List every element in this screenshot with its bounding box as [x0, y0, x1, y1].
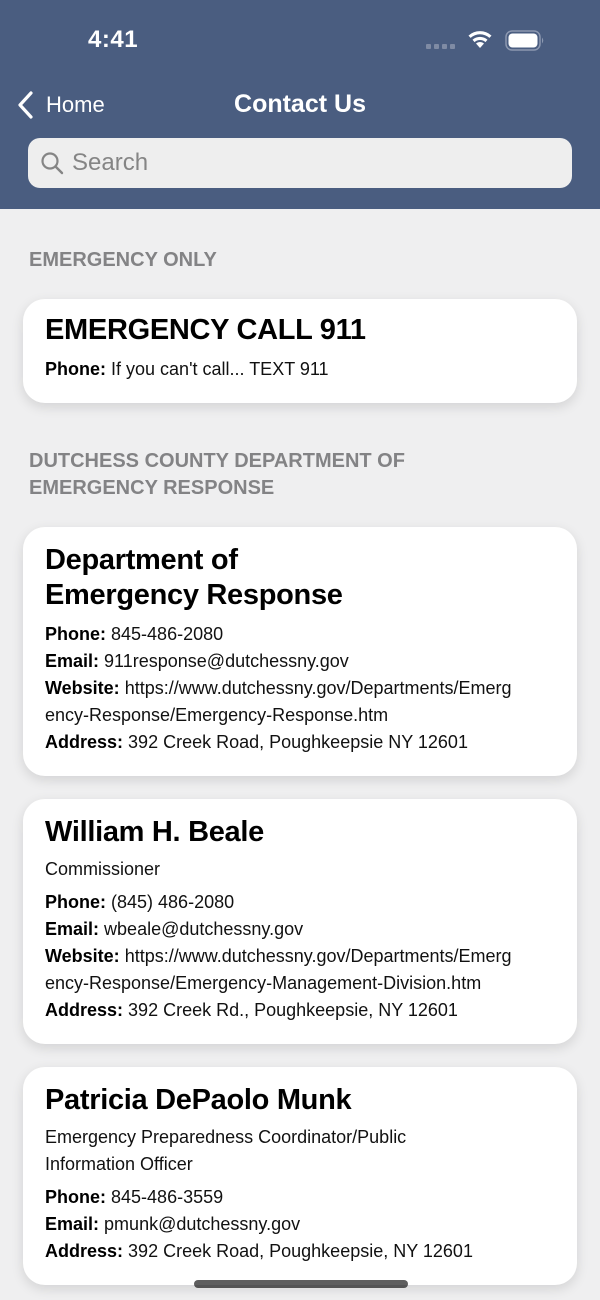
field-label: Email: — [45, 1214, 100, 1234]
phone-field[interactable] — [45, 1184, 555, 1211]
card-title: Department of Emergency Response — [45, 544, 343, 611]
field-value: 392 Creek Road, Poughkeepsie NY 12601 — [128, 732, 468, 752]
contact-list — [0, 247, 600, 1285]
contact-card-department[interactable] — [23, 527, 577, 776]
contact-card-patricia-munk[interactable] — [23, 1067, 577, 1285]
page-title: Contact Us — [234, 90, 366, 118]
card-title: Patricia DePaolo Munk — [45, 1084, 352, 1116]
search-icon — [40, 151, 64, 175]
section-header-dutchess-county: DUTCHESS COUNTY DEPARTMENT OF EMERGENCY RESPONSE — [29, 450, 405, 499]
field-value: wbeale@dutchessny.gov — [104, 919, 304, 939]
field-label: Phone: — [45, 892, 106, 912]
address-field[interactable] — [45, 1238, 555, 1265]
website-link[interactable] — [45, 943, 515, 997]
field-label: Address: — [45, 1000, 124, 1020]
address-field[interactable] — [45, 729, 555, 756]
field-label: Address: — [45, 1241, 124, 1261]
navigation-bar — [0, 86, 600, 126]
card-fields — [45, 621, 555, 756]
card-fields — [45, 889, 555, 1024]
battery-icon — [505, 30, 545, 51]
address-field[interactable] — [45, 997, 555, 1024]
section-header-emergency-only: EMERGENCY ONLY — [29, 249, 217, 271]
phone-field[interactable] — [45, 889, 555, 916]
back-label: Home — [46, 92, 105, 117]
contact-card-william-beale[interactable] — [23, 799, 577, 1044]
phone-field[interactable] — [45, 621, 555, 648]
contact-card-emergency-911[interactable] — [23, 299, 577, 403]
card-subtitle: Commissioner — [45, 859, 161, 879]
field-label: Phone: — [45, 359, 106, 379]
field-label: Email: — [45, 651, 100, 671]
home-indicator[interactable] — [194, 1280, 408, 1288]
field-value: (845) 486-2080 — [111, 892, 235, 912]
cellular-signal-icon — [426, 44, 455, 49]
header — [0, 0, 600, 209]
field-value: https://www.dutchessny.gov/Departments/Emergency-Response/Emergency-Management-Division.htm — [45, 946, 512, 993]
card-subtitle: Emergency Preparedness Coordinator/Public Information Officer — [45, 1127, 407, 1174]
field-label: Email: — [45, 919, 100, 939]
field-value: 392 Creek Rd., Poughkeepsie, NY 12601 — [128, 1000, 458, 1020]
website-link[interactable] — [45, 675, 515, 729]
card-fields — [45, 1184, 555, 1265]
card-title: EMERGENCY CALL 911 — [45, 314, 366, 346]
search-bar[interactable] — [28, 138, 572, 188]
email-field[interactable] — [45, 648, 555, 675]
card-title: William H. Beale — [45, 816, 264, 848]
field-value: 845-486-2080 — [111, 624, 224, 644]
email-field[interactable] — [45, 916, 555, 943]
card-fields — [45, 356, 555, 383]
field-value: 845-486-3559 — [111, 1187, 224, 1207]
email-field[interactable] — [45, 1211, 555, 1238]
field-label: Website: — [45, 678, 120, 698]
field-label: Website: — [45, 946, 120, 966]
field-value: https://www.dutchessny.gov/Departments/Emergency-Response/Emergency-Response.htm — [45, 678, 512, 725]
field-value: If you can't call... TEXT 911 — [111, 359, 329, 379]
field-value: pmunk@dutchessny.gov — [104, 1214, 301, 1234]
status-time: 4:41 — [88, 26, 139, 53]
search-input[interactable] — [72, 149, 552, 177]
status-bar — [0, 0, 600, 80]
phone-field[interactable] — [45, 356, 555, 383]
field-label: Phone: — [45, 1187, 106, 1207]
field-label: Phone: — [45, 624, 106, 644]
field-value: 392 Creek Road, Poughkeepsie, NY 12601 — [128, 1241, 473, 1261]
field-value: 911response@dutchessny.gov — [104, 651, 349, 671]
wifi-icon — [466, 28, 494, 50]
field-label: Address: — [45, 732, 124, 752]
